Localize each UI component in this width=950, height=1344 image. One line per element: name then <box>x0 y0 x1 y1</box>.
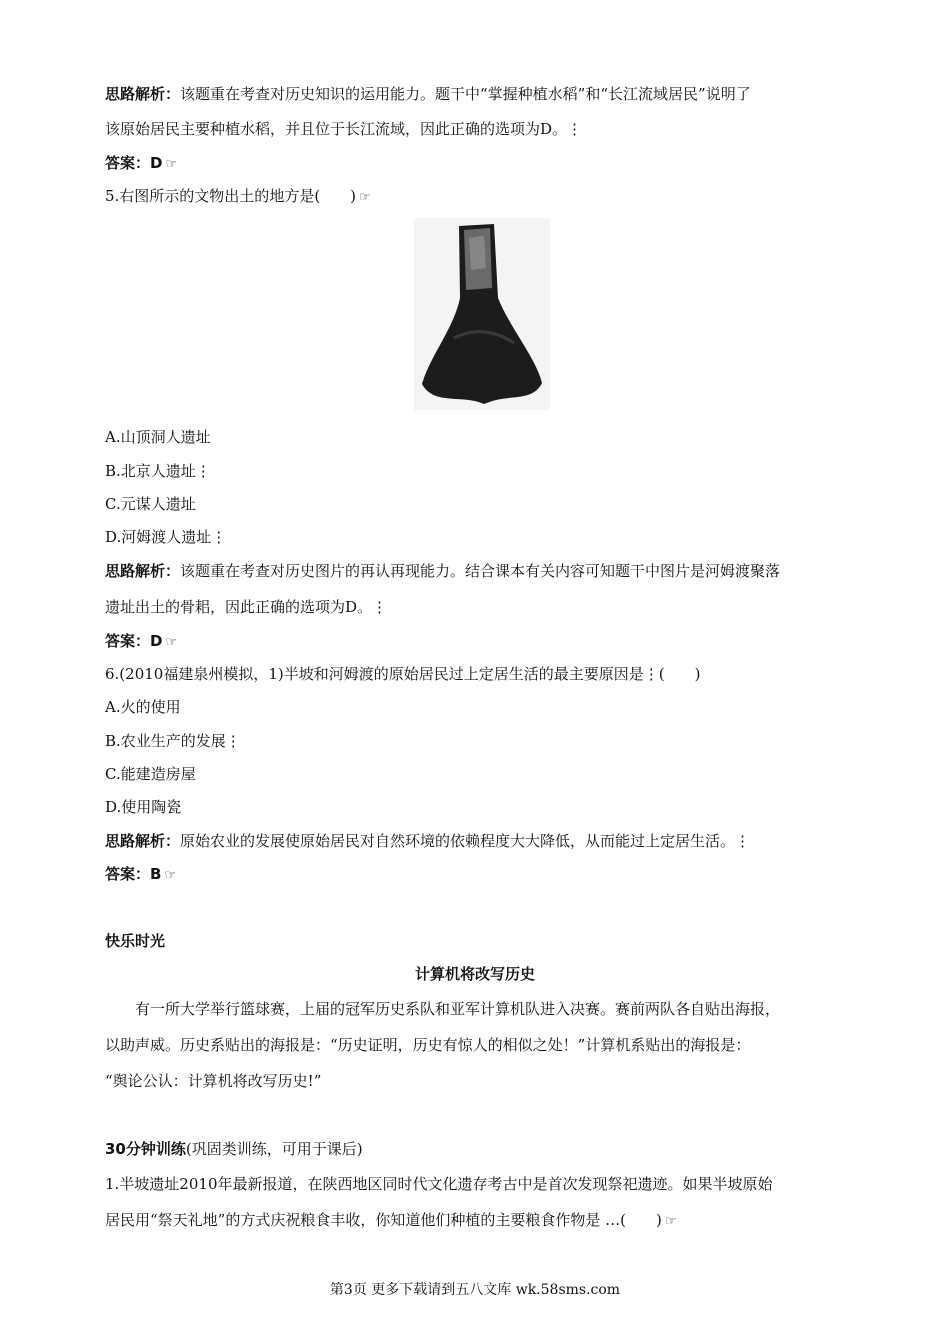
happy-title: 计算机将改写历史 <box>414 965 535 983</box>
q5-analysis-text1: 该题重在考查对历史图片的再认再现能力。结合课本有关内容可知题干中图片是河姆渡聚落 <box>180 562 781 580</box>
training-heading-bold: 30分钟训练 <box>105 1140 186 1158</box>
training-q1-line2 <box>105 1210 676 1232</box>
bone-spade-artifact-image <box>414 218 550 410</box>
q5-analysis-line1 <box>105 561 780 581</box>
q4-analysis-line1 <box>105 84 751 104</box>
q4-analysis-text1: 该题重在考查对历史知识的运用能力。题干中“掌握种植水稻”和“长江流域居民”说明了 <box>180 85 751 103</box>
hand-pointer-icon: ☞ <box>359 190 371 205</box>
training-heading-rest: (巩固类训练，可用于课后) <box>185 1140 363 1158</box>
q5-answer <box>105 631 177 653</box>
q6-option-c: C.能建造房屋 <box>105 765 196 783</box>
q5-answer-label: 答案： <box>105 632 151 650</box>
q5-analysis-label: 思路解析： <box>105 562 181 580</box>
training-heading <box>105 1139 363 1159</box>
hand-pointer-icon: ☞ <box>664 1214 677 1229</box>
q6-analysis <box>105 831 750 851</box>
q5-option-a: A.山顶洞人遗址 <box>105 428 211 446</box>
q6-answer-value: B <box>150 865 162 883</box>
q4-analysis-line2: 该原始居民主要种植水稻，并且位于长江流域，因此正确的选项为D。⋮ <box>105 120 583 138</box>
q5-option-b: B.北京人遗址⋮ <box>105 462 211 480</box>
page-footer: 第3页 更多下载请到五八文库 wk.58sms.com <box>329 1282 621 1298</box>
q4-answer <box>105 153 177 175</box>
q5-option-d: D.河姆渡人遗址⋮ <box>105 528 227 546</box>
q5-analysis-line2: 遗址出土的骨耜，因此正确的选项为D。⋮ <box>105 598 388 616</box>
hand-pointer-icon: ☞ <box>165 157 178 172</box>
q6-option-a: A.火的使用 <box>105 698 181 716</box>
q4-analysis-label: 思路解析： <box>105 85 181 103</box>
q5-option-c: C.元谋人遗址 <box>105 495 196 513</box>
q6-option-d: D.使用陶瓷 <box>105 798 182 816</box>
q6-analysis-text: 原始农业的发展使原始居民对自然环境的依赖程度大大降低，从而能过上定居生活。⋮ <box>180 832 751 850</box>
q5-answer-value: D <box>150 632 163 650</box>
training-q1-text2: 居民用“祭天礼地”的方式庆祝粮食丰收，你知道他们种植的主要粮食作物是 …( ) <box>105 1211 662 1229</box>
q4-answer-value: D <box>150 154 163 172</box>
q6-answer <box>105 864 176 886</box>
training-q1-line1: 1.半坡遗址2010年最新报道，在陕西地区同时代文化遗存考古中是首次发现祭祀遗迹。如果半坡原始 <box>105 1175 773 1193</box>
q5-stem <box>105 186 371 208</box>
hand-pointer-icon: ☞ <box>164 868 177 883</box>
q6-analysis-label: 思路解析： <box>105 832 181 850</box>
q5-stem-text: 5.右图所示的文物出土的地方是( ) <box>105 187 357 205</box>
q6-option-b: B.农业生产的发展⋮ <box>105 732 241 750</box>
happy-paragraph-line3: “舆论公认：计算机将改写历史!” <box>105 1072 322 1090</box>
happy-paragraph-line1: 有一所大学举行篮球赛，上届的冠军历史系队和亚军计算机队进入决赛。赛前两队各自贴出海报， <box>105 1000 781 1018</box>
hand-pointer-icon: ☞ <box>165 635 178 650</box>
q6-answer-label: 答案： <box>105 865 151 883</box>
happy-paragraph-line2: 以助声威。历史系贴出的海报是：“历史证明，历史有惊人的相似之处！”计算机系贴出的海报是： <box>105 1036 751 1054</box>
q6-stem: 6.(2010福建泉州模拟，1)半坡和河姆渡的原始居民过上定居生活的最主要原因是⋮( ) <box>105 665 701 683</box>
happy-heading: 快乐时光 <box>105 932 166 950</box>
q4-answer-label: 答案： <box>105 154 151 172</box>
